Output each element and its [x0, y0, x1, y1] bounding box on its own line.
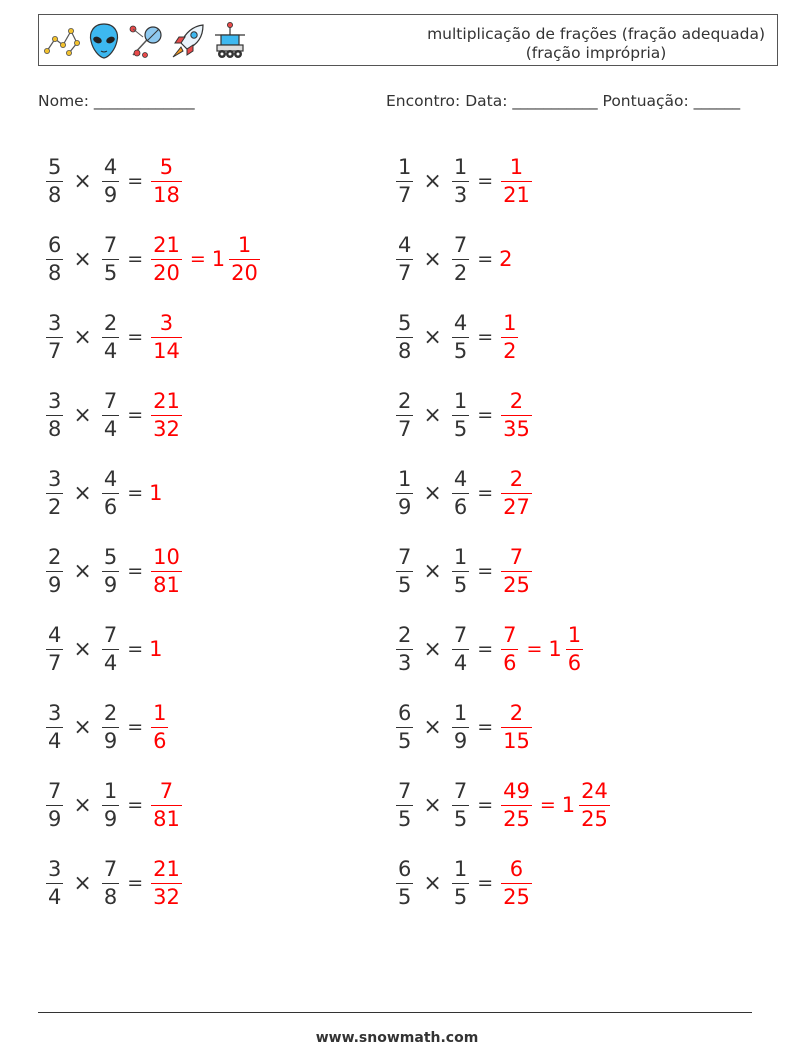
fraction-a — [46, 310, 63, 363]
equals-sign: = — [477, 638, 494, 660]
numerator: 3 — [48, 856, 62, 881]
numerator: 1 — [453, 388, 468, 413]
fraction-a — [46, 232, 63, 285]
denominator: 35 — [503, 416, 530, 441]
denominator: 15 — [503, 728, 530, 753]
denominator: 8 — [48, 182, 62, 207]
numerator: 7 — [48, 778, 62, 803]
numerator: 4 — [453, 310, 468, 335]
answer-fraction — [501, 700, 532, 753]
answer-fraction — [151, 700, 168, 753]
mixed-whole: 1 — [211, 247, 226, 271]
mixed-whole: 1 — [561, 793, 576, 817]
name-field-label: Nome: _____________ — [38, 92, 195, 110]
fraction-b — [452, 310, 469, 363]
fraction-a — [396, 154, 413, 207]
satellite-icon — [127, 21, 165, 61]
answer-fraction — [151, 856, 182, 909]
answer — [499, 778, 612, 831]
fraction-b — [102, 232, 119, 285]
numerator: 1 — [237, 232, 252, 257]
fraction-a — [46, 466, 63, 519]
numerator: 6 — [48, 232, 62, 257]
numerator: 1 — [398, 466, 412, 491]
numerator: 7 — [453, 778, 468, 803]
numerator: 3 — [48, 388, 62, 413]
numerator: 3 — [48, 700, 62, 725]
answer — [499, 310, 520, 363]
denominator: 9 — [103, 182, 118, 207]
numerator: 4 — [103, 466, 118, 491]
fraction-a — [396, 232, 413, 285]
denominator: 6 — [453, 494, 468, 519]
numerator: 3 — [159, 310, 174, 335]
denominator: 32 — [153, 416, 180, 441]
denominator: 9 — [453, 728, 468, 753]
problem-row — [44, 454, 262, 532]
denominator: 3 — [453, 182, 468, 207]
numerator: 21 — [153, 856, 180, 881]
equals-sign: = — [127, 872, 144, 894]
answer-fraction — [501, 544, 532, 597]
footer-divider — [38, 1012, 752, 1013]
date-score-label: Encontro: Data: ___________ Pontuação: ______ — [386, 92, 741, 110]
numerator: 7 — [453, 622, 468, 647]
equals-sign: = — [127, 170, 144, 192]
times-sign: × — [73, 324, 92, 350]
equals-sign: = — [127, 248, 144, 270]
fraction-b — [452, 856, 469, 909]
numerator: 7 — [159, 778, 174, 803]
problem-row — [44, 844, 262, 922]
numerator: 7 — [103, 232, 118, 257]
denominator: 5 — [103, 260, 118, 285]
answer — [149, 388, 184, 441]
denominator: 6 — [153, 728, 167, 753]
denominator: 5 — [453, 572, 468, 597]
equals-sign: = — [127, 404, 144, 426]
numerator: 1 — [103, 778, 118, 803]
denominator: 20 — [153, 260, 180, 285]
numerator: 2 — [398, 622, 412, 647]
answer-fraction — [501, 622, 518, 675]
fraction-a — [46, 388, 63, 441]
numerator: 4 — [398, 232, 412, 257]
mixed-whole: 1 — [548, 637, 562, 661]
numerator: 7 — [398, 778, 412, 803]
numerator: 5 — [48, 154, 62, 179]
problem-row — [394, 298, 612, 376]
answer — [149, 310, 184, 363]
answer — [499, 700, 534, 753]
problem-row — [44, 376, 262, 454]
times-sign: × — [73, 402, 92, 428]
denominator: 5 — [453, 416, 468, 441]
numerator: 5 — [398, 310, 412, 335]
answer-fraction — [151, 154, 182, 207]
answer-fraction — [501, 856, 532, 909]
fraction-a — [46, 778, 63, 831]
fraction-b — [102, 466, 119, 519]
denominator: 9 — [48, 806, 62, 831]
mixed-number — [548, 622, 585, 675]
denominator: 5 — [453, 338, 468, 363]
problem-row — [394, 844, 612, 922]
answer — [499, 154, 534, 207]
times-sign: × — [423, 168, 442, 194]
answer — [149, 154, 184, 207]
denominator: 18 — [153, 182, 180, 207]
problem-row — [44, 142, 262, 220]
numerator: 7 — [103, 388, 118, 413]
numerator: 2 — [398, 388, 412, 413]
answer — [149, 856, 184, 909]
denominator: 6 — [503, 650, 517, 675]
numerator: 1 — [503, 310, 517, 335]
times-sign: × — [73, 636, 92, 662]
numerator: 6 — [398, 856, 412, 881]
answer — [149, 700, 170, 753]
answer-integer: 2 — [499, 247, 513, 271]
denominator: 21 — [503, 182, 530, 207]
rover-icon — [211, 21, 249, 61]
fraction-b — [452, 154, 469, 207]
answer-fraction — [501, 154, 532, 207]
denominator: 9 — [103, 728, 118, 753]
answer-fraction — [501, 778, 532, 831]
denominator: 4 — [48, 884, 62, 909]
equals-sign: = — [539, 794, 556, 816]
numerator: 1 — [453, 154, 468, 179]
numerator: 4 — [103, 154, 118, 179]
problems-right-column — [394, 142, 612, 922]
fraction-b — [452, 544, 469, 597]
denominator: 5 — [398, 728, 412, 753]
problem-row — [394, 766, 612, 844]
numerator: 4 — [48, 622, 62, 647]
times-sign: × — [423, 792, 442, 818]
problem-row — [44, 532, 262, 610]
denominator: 5 — [453, 884, 468, 909]
times-sign: × — [423, 480, 442, 506]
numerator: 2 — [509, 388, 524, 413]
denominator: 5 — [453, 806, 468, 831]
answer — [149, 481, 162, 505]
fraction-a — [396, 310, 413, 363]
equals-sign: = — [477, 482, 494, 504]
fraction-a — [46, 700, 63, 753]
footer-url: www.snowmath.com — [315, 1030, 479, 1046]
numerator: 7 — [103, 856, 118, 881]
denominator: 25 — [503, 572, 530, 597]
numerator: 2 — [48, 544, 62, 569]
fraction-b — [102, 622, 119, 675]
equals-sign: = — [477, 560, 494, 582]
numerator: 5 — [159, 154, 174, 179]
numerator: 1 — [453, 700, 468, 725]
numerator: 2 — [509, 700, 524, 725]
fraction-a — [396, 466, 413, 519]
answer-fraction — [501, 388, 532, 441]
fraction-a — [396, 388, 413, 441]
equals-sign: = — [127, 560, 144, 582]
denominator: 81 — [153, 806, 180, 831]
equals-sign: = — [477, 794, 494, 816]
answer — [149, 544, 184, 597]
answer-fraction — [151, 778, 182, 831]
denominator: 2 — [48, 494, 62, 519]
title-line-2: (fração imprópria) — [525, 44, 667, 62]
answer — [149, 232, 262, 285]
mixed-fraction — [579, 778, 610, 831]
denominator: 7 — [398, 416, 412, 441]
denominator: 32 — [153, 884, 180, 909]
denominator: 7 — [48, 338, 62, 363]
times-sign: × — [423, 246, 442, 272]
numerator: 6 — [398, 700, 412, 725]
answer-fraction — [501, 466, 532, 519]
denominator: 9 — [103, 572, 118, 597]
equals-sign: = — [477, 170, 494, 192]
answer-fraction — [151, 310, 182, 363]
answer-integer: 1 — [149, 637, 163, 661]
times-sign: × — [423, 324, 442, 350]
denominator: 25 — [503, 884, 530, 909]
denominator: 9 — [398, 494, 412, 519]
fraction-b — [102, 856, 119, 909]
fraction-b — [452, 622, 469, 675]
fraction-b — [102, 778, 119, 831]
numerator: 1 — [453, 856, 468, 881]
denominator: 4 — [103, 416, 118, 441]
mixed-fraction — [229, 232, 260, 285]
times-sign: × — [73, 480, 92, 506]
fraction-b — [102, 544, 119, 597]
equals-sign: = — [477, 716, 494, 738]
equals-sign: = — [526, 638, 543, 660]
problems-left-column — [44, 142, 262, 922]
fraction-a — [396, 700, 413, 753]
denominator: 4 — [103, 650, 118, 675]
numerator: 7 — [453, 232, 468, 257]
numerator: 1 — [153, 700, 167, 725]
equals-sign: = — [127, 638, 144, 660]
fraction-b — [452, 388, 469, 441]
problem-row — [44, 688, 262, 766]
problem-row — [44, 766, 262, 844]
equals-sign: = — [477, 872, 494, 894]
times-sign: × — [73, 792, 92, 818]
numerator: 1 — [453, 544, 468, 569]
problem-row — [394, 220, 612, 298]
denominator: 8 — [103, 884, 118, 909]
denominator: 14 — [153, 338, 180, 363]
answer-integer: 1 — [149, 481, 163, 505]
worksheet-header — [38, 14, 778, 66]
denominator: 7 — [398, 260, 412, 285]
denominator: 4 — [453, 650, 468, 675]
fraction-a — [46, 856, 63, 909]
numerator: 49 — [503, 778, 530, 803]
answer-fraction — [151, 388, 182, 441]
equals-sign: = — [477, 326, 494, 348]
numerator: 2 — [103, 700, 118, 725]
denominator: 4 — [103, 338, 118, 363]
numerator: 5 — [103, 544, 118, 569]
worksheet-title — [427, 25, 765, 63]
problem-row — [44, 298, 262, 376]
fraction-b — [102, 388, 119, 441]
denominator: 8 — [398, 338, 412, 363]
answer — [499, 544, 534, 597]
times-sign: × — [423, 714, 442, 740]
problem-row — [394, 454, 612, 532]
numerator: 7 — [503, 622, 517, 647]
times-sign: × — [73, 870, 92, 896]
denominator: 2 — [503, 338, 517, 363]
answer-fraction — [501, 310, 518, 363]
equals-sign: = — [477, 248, 494, 270]
times-sign: × — [423, 870, 442, 896]
times-sign: × — [73, 246, 92, 272]
denominator: 9 — [103, 806, 118, 831]
fraction-b — [452, 466, 469, 519]
mixed-fraction — [566, 622, 583, 675]
fraction-b — [102, 154, 119, 207]
times-sign: × — [423, 558, 442, 584]
numerator: 21 — [153, 232, 180, 257]
denominator: 5 — [398, 884, 412, 909]
denominator: 81 — [153, 572, 180, 597]
denominator: 4 — [48, 728, 62, 753]
answer — [499, 622, 585, 675]
denominator: 20 — [231, 260, 258, 285]
denominator: 8 — [48, 416, 62, 441]
times-sign: × — [73, 558, 92, 584]
denominator: 5 — [398, 572, 412, 597]
fraction-a — [396, 622, 413, 675]
fraction-b — [452, 232, 469, 285]
denominator: 9 — [48, 572, 62, 597]
alien-icon — [85, 21, 123, 61]
fraction-b — [102, 310, 119, 363]
denominator: 8 — [48, 260, 62, 285]
denominator: 7 — [48, 650, 62, 675]
fraction-b — [452, 700, 469, 753]
numerator: 7 — [509, 544, 524, 569]
numerator: 24 — [581, 778, 608, 803]
denominator: 5 — [398, 806, 412, 831]
answer — [499, 856, 534, 909]
fraction-a — [46, 544, 63, 597]
problem-row — [44, 220, 262, 298]
fraction-b — [102, 700, 119, 753]
numerator: 21 — [153, 388, 180, 413]
answer — [149, 778, 184, 831]
answer-fraction — [151, 544, 182, 597]
problem-row — [394, 688, 612, 766]
rocket-icon — [169, 21, 207, 61]
title-line-1: multiplicação de frações (fração adequada) — [427, 25, 765, 43]
fraction-a — [46, 622, 63, 675]
answer — [499, 247, 512, 271]
numerator: 2 — [103, 310, 118, 335]
equals-sign: = — [127, 326, 144, 348]
answer — [149, 637, 162, 661]
mixed-number — [211, 232, 262, 285]
equals-sign: = — [127, 716, 144, 738]
numerator: 3 — [48, 310, 62, 335]
numerator: 1 — [509, 154, 524, 179]
answer — [499, 466, 534, 519]
equals-sign: = — [189, 248, 206, 270]
numerator: 4 — [453, 466, 468, 491]
times-sign: × — [73, 714, 92, 740]
numerator: 2 — [509, 466, 524, 491]
problem-row — [394, 610, 612, 688]
fraction-b — [452, 778, 469, 831]
denominator: 25 — [581, 806, 608, 831]
answer — [499, 388, 534, 441]
denominator: 27 — [503, 494, 530, 519]
denominator: 2 — [453, 260, 468, 285]
problem-row — [394, 142, 612, 220]
equals-sign: = — [127, 794, 144, 816]
equals-sign: = — [127, 482, 144, 504]
numerator: 7 — [103, 622, 118, 647]
header-icons — [43, 21, 249, 61]
denominator: 6 — [567, 650, 582, 675]
times-sign: × — [423, 402, 442, 428]
fraction-a — [396, 778, 413, 831]
equals-sign: = — [477, 404, 494, 426]
fraction-a — [46, 154, 63, 207]
numerator: 1 — [398, 154, 412, 179]
problem-row — [44, 610, 262, 688]
numerator: 6 — [509, 856, 524, 881]
times-sign: × — [73, 168, 92, 194]
answer-fraction — [151, 232, 182, 285]
numerator: 3 — [48, 466, 62, 491]
fraction-a — [396, 544, 413, 597]
denominator: 7 — [398, 182, 412, 207]
problem-row — [394, 532, 612, 610]
numerator: 7 — [398, 544, 412, 569]
numerator: 10 — [153, 544, 180, 569]
constellation-icon — [43, 21, 81, 61]
fraction-a — [396, 856, 413, 909]
times-sign: × — [423, 636, 442, 662]
numerator: 1 — [567, 622, 582, 647]
denominator: 3 — [398, 650, 412, 675]
denominator: 6 — [103, 494, 118, 519]
problem-row — [394, 376, 612, 454]
denominator: 25 — [503, 806, 530, 831]
mixed-number — [561, 778, 612, 831]
